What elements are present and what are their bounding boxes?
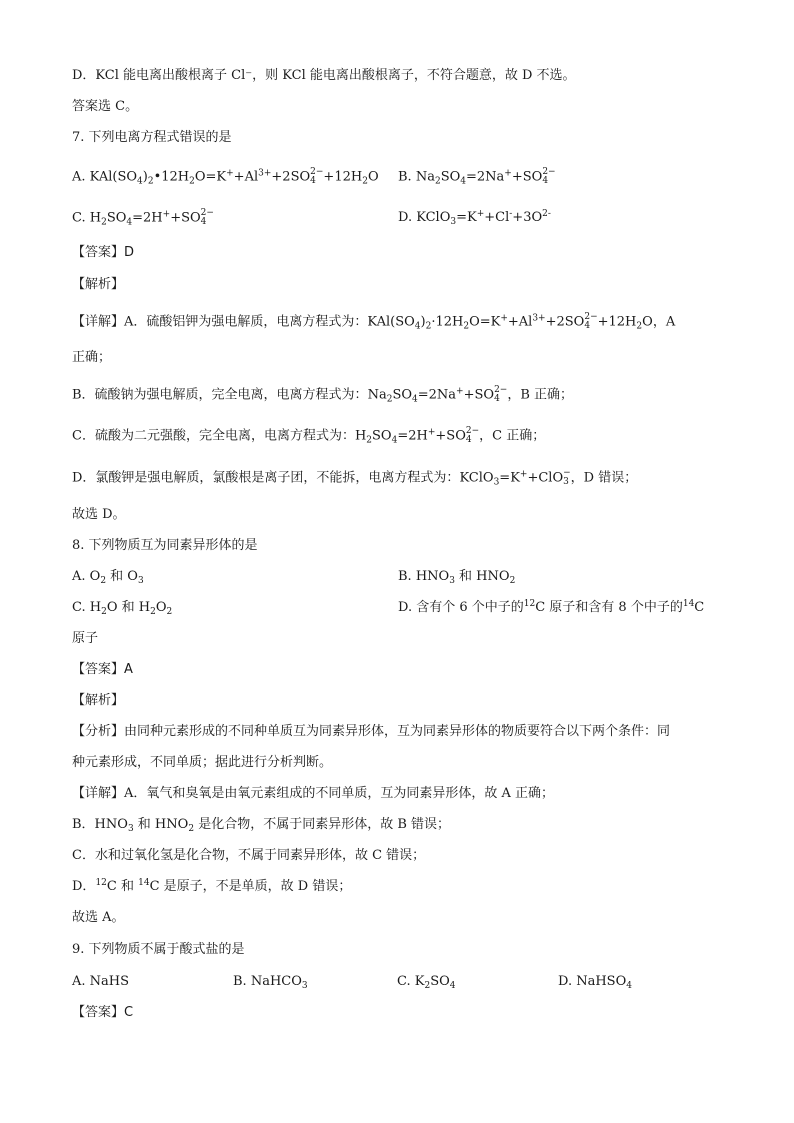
q7-option-d: D. $KClO_3=K^++Cl^-+3O^{2-}$: [398, 209, 551, 227]
q8-option-b: B. $HNO_3$ 和 $HNO_2$: [398, 569, 516, 586]
q7-detail-a: 【详解】A．硫酸铝钾为强电解质，电离方程式为：$KAl(SO_4)_2\cdot 12H_2O=K^++Al^{3+}+2SO$ 2− 4 $+12H_2O$，A: [72, 312, 676, 332]
q8-option-d-cont: 原子: [72, 631, 99, 646]
q9-option-a: A. NaHS: [72, 974, 130, 989]
q6-option-d-explanation: D．KCl 能电离出酸根离子 Cl⁻，则 KCl 能电离出酸根离子，不符合题意，故 D 不选。: [72, 68, 576, 83]
q8-conclusion: 故选 A。: [72, 910, 125, 925]
q8-option-c: C. $H_2O$ 和 $H_2O_2$: [72, 600, 173, 617]
q8-stem: 8. 下列物质互为同素异形体的是: [72, 538, 258, 553]
q8-analysis-line-1: 【分析】由同种元素形成的不同种单质互为同素异形体，互为同素异形体的物质要符合以下两个条件：同: [72, 724, 671, 739]
q7-stem: 7. 下列电离方程式错误的是: [72, 130, 232, 145]
q9-option-c: C. $K_2SO_4$: [397, 974, 456, 991]
q8-detail-a: 【详解】A．氧气和臭氧是由氧元素组成的不同单质，互为同素异形体，故 A 正确；: [72, 786, 555, 801]
q8-option-a: A. $O_2$ 和 $O_3$: [72, 569, 144, 586]
q8-detail-c: C．水和过氧化氢是化合物，不属于同素异形体，故 C 错误；: [72, 848, 426, 863]
q6-answer: 答案选 C。: [72, 99, 139, 114]
q7-conclusion: 故选 D。: [72, 507, 126, 522]
q9-option-b: B. NaHCO$_3$: [233, 974, 308, 991]
q9-stem: 9. 下列物质不属于酸式盐的是: [72, 942, 245, 957]
q7-analysis-tag: 【解析】: [72, 277, 125, 292]
q7-option-a: A. $KAl(SO_4)_2•12H_2O=K^++Al^{3+}+2SO$ 2− 4 $+12H_2O$: [72, 167, 379, 187]
q9-option-d: D. NaHSO$_4$: [558, 974, 632, 991]
q9-answer-tag: 【答案】C: [72, 1005, 134, 1020]
q7-option-b: B. $Na_2SO_4=2Na^++SO$ 2− 4: [398, 167, 556, 187]
q7-detail-b: B．硫酸钠为强电解质，完全电离，电离方程式为：$Na_2SO_4=2Na^++SO$ 2− 4 ，B 正确；: [72, 385, 574, 405]
q8-detail-d: D．$^{12}$C 和 $^{14}$C 是原子，不是单质，故 D 错误；: [72, 878, 352, 894]
q8-answer-tag: 【答案】A: [72, 662, 133, 677]
q7-detail-d: D．氯酸钾是强电解质，氯酸根是离子团，不能拆，电离方程式为：KClO$_3$=K++ClO − 3 ，D 错误；: [72, 468, 638, 488]
q8-option-d: D. 含有个 6 个中子的$^{12}$C 原子和含有 8 个中子的$^{14}$C: [398, 599, 705, 615]
q8-analysis-line-2: 种元素形成，不同单质；据此进行分析判断。: [72, 755, 333, 770]
q7-detail-a-cont: 正确；: [72, 350, 112, 365]
q7-answer-tag: 【答案】D: [72, 245, 135, 260]
q8-analysis-tag: 【解析】: [72, 693, 125, 708]
q8-detail-b: B．$HNO_3$ 和 $HNO_2$ 是化合物，不属于同素异形体，故 B 错误；: [72, 817, 451, 834]
q7-option-c: C. $H_2SO_4=2H^++SO$ 2− 4: [72, 208, 214, 228]
q7-detail-c: C．硫酸为二元强酸，完全电离，电离方程式为：$H_2SO_4=2H^++SO$ 2− 4 ，C 正确；: [72, 426, 546, 446]
